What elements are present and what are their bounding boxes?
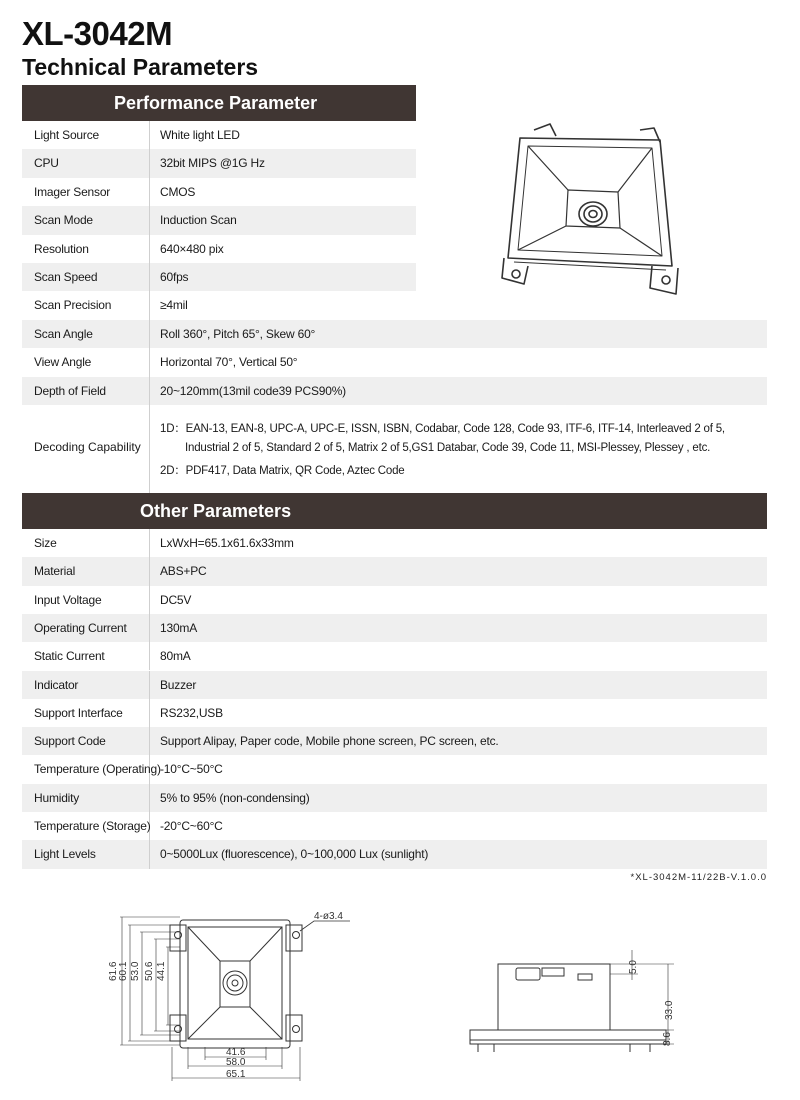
spec-value: CMOS [160, 184, 196, 199]
spec-row-input-voltage [22, 586, 767, 614]
spec-row-operating-current [22, 614, 767, 642]
spec-value: 60fps [160, 270, 189, 284]
spec-row-decoding-capability [22, 405, 767, 493]
column-divider [149, 642, 150, 670]
column-divider [149, 149, 150, 177]
spec-value: -10°C~50°C [160, 762, 223, 777]
spec-row-scan-mode [22, 206, 416, 234]
spec-row-light-levels [22, 840, 767, 868]
product-model-title: XL-3042M [22, 15, 173, 52]
spec-row-static-current [22, 642, 767, 670]
version-code: *XL-3042M-11/22B-V.1.0.0 [630, 872, 767, 883]
column-divider [149, 377, 150, 405]
spec-row-cpu [22, 149, 416, 177]
column-divider [149, 671, 150, 699]
column-divider [149, 529, 150, 557]
spec-value: 20~120mm(13mil code39 PCS90%) [160, 383, 346, 398]
spec-value: Support Alipay, Paper code, Mobile phone screen, PC screen, etc. [160, 734, 499, 749]
spec-row-indicator [22, 671, 767, 699]
performance-heading-text: Performance Parameter [114, 93, 318, 113]
hole-dimension-note: 4-ø3.4 [314, 911, 343, 922]
spec-value: 130mA [160, 620, 198, 635]
spec-value: Induction Scan [160, 213, 237, 228]
height-dimension-44-1: 44.1 [156, 961, 167, 981]
spec-row-support-code [22, 727, 767, 755]
spec-value: ≥4mil [160, 298, 188, 313]
spec-row-support-interface [22, 699, 767, 727]
column-divider [149, 178, 150, 206]
spec-label: Material [34, 564, 76, 579]
spec-value: Roll 360°, Pitch 65°, Skew 60° [160, 326, 316, 341]
spec-row-depth-of-field [22, 377, 767, 405]
spec-value: 5% to 95% (non-condensing) [160, 790, 310, 805]
other-parameters-heading-text: Other Parameters [140, 501, 292, 521]
spec-value: DC5V [160, 592, 192, 607]
spec-value: 640×480 pix [160, 241, 224, 256]
spec-value: 0~5000Lux (fluorescence), 0~100,000 Lux (sunlight) [160, 847, 429, 862]
spec-label: Light Levels [34, 847, 96, 862]
spec-value: ABS+PC [160, 564, 207, 579]
column-divider [149, 784, 150, 812]
spec-label: Humidity [34, 790, 80, 805]
spec-row-scan-precision [22, 291, 416, 319]
column-divider [149, 405, 150, 493]
spec-label: Light Source [34, 128, 99, 142]
column-divider [149, 235, 150, 263]
decoding-1d-line: 1D：EAN-13, EAN-8, UPC-A, UPC-E, ISSN, ISBN, Codabar, Code 128, Code 93, ITF-6, ITF-14, Interleaved 2 of 5, [160, 423, 725, 435]
width-dimension-58-0: 58.0 [226, 1057, 246, 1068]
spec-row-light-source [22, 121, 416, 149]
spec-row-temperature-operating [22, 755, 767, 783]
spec-label: Scan Speed [34, 270, 98, 284]
width-dimension-41-6: 41.6 [226, 1047, 246, 1058]
column-divider [149, 348, 150, 376]
spec-row-imager-sensor [22, 178, 416, 206]
spec-value: LxWxH=65.1x61.6x33mm [160, 536, 294, 550]
spec-label: Support Code [34, 734, 106, 749]
spec-label: Size [34, 536, 57, 550]
spec-row-size [22, 529, 767, 557]
column-divider [149, 557, 150, 585]
height-dimension-50-6: 50.6 [144, 961, 155, 981]
other-parameters-heading [22, 493, 767, 529]
side-view-drawing [460, 940, 680, 1065]
spec-label: CPU [34, 156, 59, 171]
height-dimension-60-1: 60.1 [118, 961, 129, 981]
spec-value: RS232,USB [160, 705, 223, 720]
spec-value: 32bit MIPS @1G Hz [160, 156, 265, 171]
spec-row-view-angle [22, 348, 767, 376]
column-divider [149, 840, 150, 868]
height-dimension-61-6: 61.6 [108, 961, 119, 981]
column-divider [149, 586, 150, 614]
spec-label: Operating Current [34, 620, 127, 635]
height-dimension-53-0: 53.0 [130, 961, 141, 981]
spec-value: -20°C~60°C [160, 819, 223, 833]
column-divider [149, 206, 150, 234]
spec-label: Temperature (Storage) [34, 819, 151, 833]
section-subtitle: Technical Parameters [22, 54, 259, 80]
spec-label: Decoding Capability [34, 440, 141, 454]
product-illustration [490, 118, 690, 300]
decoding-1d-line-continued: Industrial 2 of 5, Standard 2 of 5, Matrix 2 of 5,GS1 Databar, Code 39, Code 11, MSI-Plessey, Plessey , etc. [185, 442, 711, 454]
spec-row-scan-angle [22, 320, 767, 348]
spec-label: Support Interface [34, 705, 123, 720]
spec-value: 80mA [160, 649, 191, 664]
column-divider [149, 699, 150, 727]
column-divider [149, 320, 150, 348]
spec-row-resolution [22, 235, 416, 263]
spec-label: Temperature (Operating) [34, 762, 161, 777]
spec-row-scan-speed [22, 263, 416, 291]
spec-label: Scan Angle [34, 326, 93, 341]
spec-label: Input Voltage [34, 592, 102, 607]
column-divider [149, 291, 150, 319]
width-dimension-65-1: 65.1 [226, 1069, 246, 1080]
spec-row-temperature-storage [22, 812, 767, 840]
side-dimension-8-6: 8.6 [662, 1032, 673, 1046]
performance-heading [22, 85, 416, 121]
column-divider [149, 614, 150, 642]
spec-row-humidity [22, 784, 767, 812]
front-view-drawing [100, 905, 360, 1085]
side-dimension-33-0: 33.0 [664, 1000, 675, 1020]
side-dimension-5-0: 5.0 [628, 960, 639, 974]
decoding-2d-line: 2D：PDF417, Data Matrix, QR Code, Aztec Code [160, 465, 405, 477]
spec-label: Imager Sensor [34, 184, 111, 199]
spec-value: White light LED [160, 128, 240, 142]
column-divider [149, 263, 150, 291]
spec-row-material [22, 557, 767, 585]
spec-label: Depth of Field [34, 383, 106, 398]
spec-label: View Angle [34, 355, 92, 370]
column-divider [149, 727, 150, 755]
spec-label: Indicator [34, 677, 79, 692]
spec-label: Scan Precision [34, 298, 112, 313]
spec-label: Static Current [34, 649, 105, 664]
column-divider [149, 121, 150, 149]
spec-value: Buzzer [160, 677, 197, 692]
spec-label: Resolution [34, 241, 89, 256]
spec-value: Horizontal 70°, Vertical 50° [160, 355, 298, 370]
spec-label: Scan Mode [34, 213, 93, 228]
